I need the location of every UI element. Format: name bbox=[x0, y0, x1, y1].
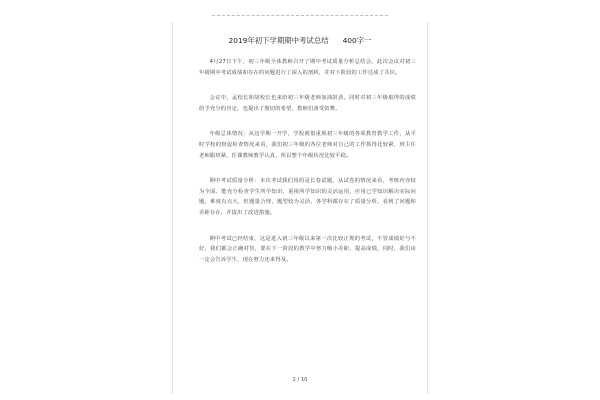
document-title-suffix: 400字一 bbox=[342, 36, 372, 45]
right-margin-line bbox=[427, 22, 428, 394]
document-title-main: 2019年初下学期期中考试总结 bbox=[228, 36, 329, 45]
left-margin-line bbox=[172, 22, 173, 394]
paragraph-grade-overview: 年级总体情况：从这学期一开学，学校就很重视初三年级的各项教育教学工作，从平时学校的督促检查情况来看，我们初三年级的各位老师对自己的工作抓得比较紧，班主任老师跟班紧，任课教师教学认真，所以整个年级状况比较平稳。 bbox=[199, 131, 416, 159]
header-dashed-rule bbox=[212, 15, 388, 16]
paragraph-meeting-intro: 4月27日下午，初三年级全体教师召开了期中考试质量分析总结会。此次会议对初三年级期中考试成绩和存在的问题进行了深入的剖析，并对下阶段的工作达成了共识。 bbox=[199, 59, 416, 76]
document-title bbox=[180, 36, 420, 46]
paragraph-exam-analysis: 期中考试质量分析：本次考试我们用的是长春试题，从试卷的情况来看，考核内容较为全面，能充分检查学生所学知识，重视所学知识的灵活运用，应用已学知识解决实际问题，难度有点大，但题量合理，题型较为灵活，各学科都存在了质量分析，看到了问题和差距存在，并提出了改进措施。 bbox=[199, 178, 416, 216]
paragraph-principal-remarks: 会议中，孟校长和胡校长也来给初三年级老师加油鼓劲，同时对初三年级取得的成绩给予充分的肯定，也提出了殷切的希望，教师们备受鼓舞。 bbox=[199, 95, 416, 112]
paragraph-conclusion: 期中考试已经结束，这是进入初三年级以来第一次比较正规的考试，不管成绩好与不好，我们都会正确对待，要在下一阶段的教学中努力缩小差距，提高成绩，同时，我们由一定会告诉学生，现在努力还来得及。 bbox=[199, 235, 416, 263]
document-body bbox=[199, 57, 416, 280]
page-number: 2 / 10 bbox=[292, 377, 308, 383]
